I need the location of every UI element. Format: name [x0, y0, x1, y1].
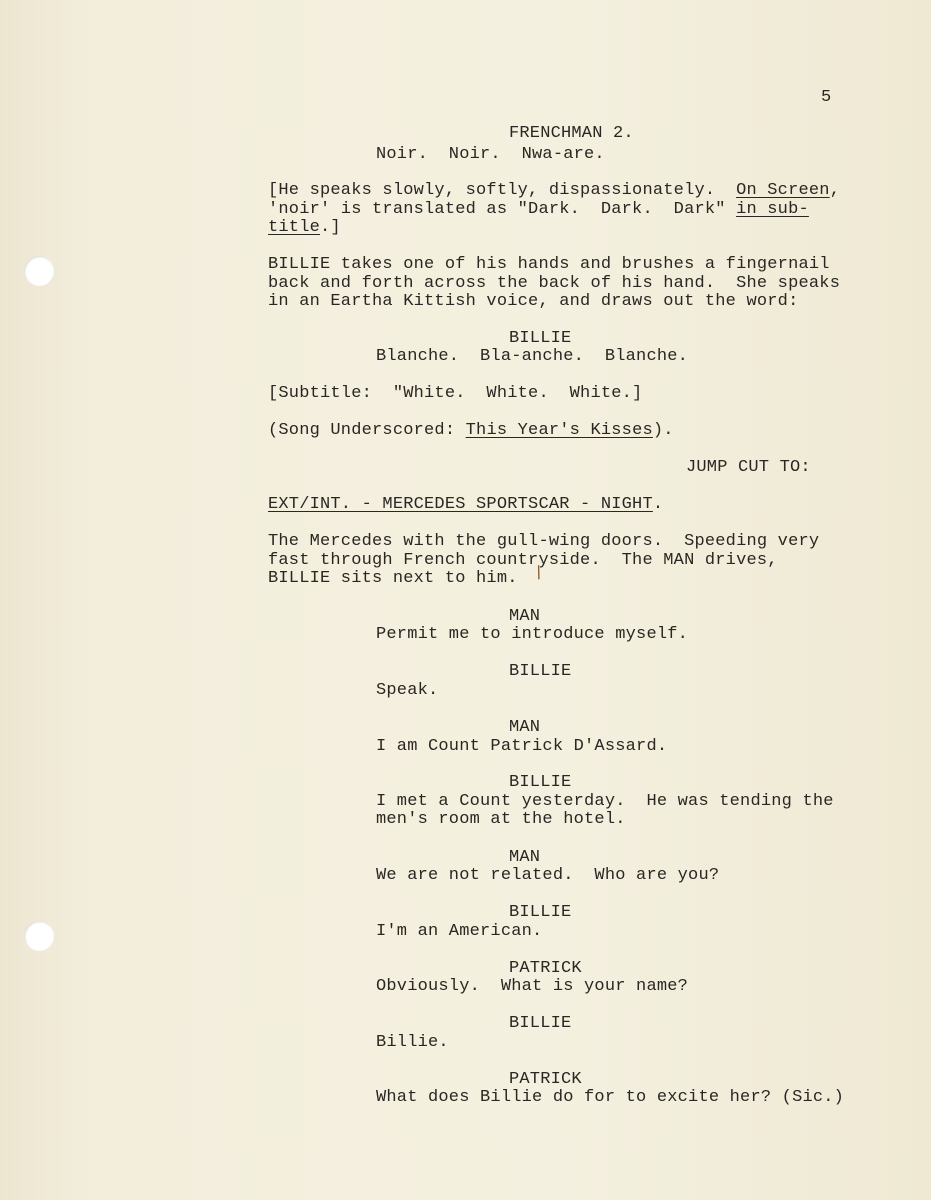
dialogue-line: Permit me to introduce myself.: [376, 625, 689, 644]
underlined-text: On Screen: [736, 181, 830, 200]
action-text: (Song Underscored:: [268, 421, 466, 440]
action-line: BILLIE takes one of his hands and brushes a fingernail: [268, 255, 830, 274]
song-title: This Year's Kisses: [465, 421, 653, 440]
page-number: 5: [821, 88, 832, 107]
action-line: [268, 421, 674, 440]
dialogue-line: I met a Count yesterday. He was tending the: [376, 792, 834, 811]
action-line: fast through French countryside. The MAN drives,: [268, 551, 778, 570]
dialogue-line: I'm an American.: [376, 922, 543, 941]
scene-heading-period: .: [652, 495, 664, 514]
transition: JUMP CUT TO:: [686, 458, 811, 477]
character-name: BILLIE: [509, 773, 572, 792]
dialogue-line: Billie.: [376, 1033, 449, 1052]
binder-hole-bottom: [24, 921, 54, 951]
dialogue-line: Blanche. Bla-anche. Blanche.: [376, 347, 689, 366]
underlined-text: title: [268, 218, 321, 237]
action-text: ).: [652, 421, 674, 440]
action-line: back and forth across the back of his hand. She speaks: [268, 274, 841, 293]
character-name: MAN: [509, 718, 541, 737]
dialogue-line: Noir. Noir. Nwa-are.: [376, 145, 605, 164]
dialogue-line: I am Count Patrick D'Assard.: [376, 737, 668, 756]
scene-heading: EXT/INT. - MERCEDES SPORTSCAR - NIGHT: [268, 495, 653, 514]
action-line: [268, 181, 840, 200]
action-text: .]: [320, 218, 341, 237]
scene-heading-line: [268, 495, 663, 514]
character-name: PATRICK: [509, 959, 582, 978]
character-name: BILLIE: [509, 329, 572, 348]
dialogue-line: men's room at the hotel.: [376, 810, 626, 829]
character-name: BILLIE: [509, 1014, 572, 1033]
action-line: [268, 200, 809, 219]
action-line: in an Eartha Kittish voice, and draws out the word:: [268, 292, 799, 311]
action-line: [Subtitle: "White. White. White.]: [268, 384, 643, 403]
dialogue-line: Speak.: [376, 681, 439, 700]
character-name: MAN: [509, 848, 541, 867]
character-name: MAN: [509, 607, 541, 626]
action-text: [He speaks slowly, softly, dispassionately.: [268, 181, 737, 200]
dialogue-line: Obviously. What is your name?: [376, 977, 689, 996]
action-text: ,: [829, 181, 841, 200]
character-name: PATRICK: [509, 1070, 582, 1089]
pen-mark: /: [530, 563, 550, 586]
underlined-text: in sub-: [736, 200, 809, 219]
character-name: BILLIE: [509, 903, 572, 922]
character-name: FRENCHMAN 2.: [509, 124, 634, 143]
character-name: BILLIE: [509, 662, 572, 681]
action-text: 'noir' is translated as "Dark. Dark. Dark": [268, 200, 737, 219]
dialogue-line: We are not related. Who are you?: [376, 866, 720, 885]
action-line: The Mercedes with the gull-wing doors. Speeding very: [268, 532, 820, 551]
dialogue-line: What does Billie do for to excite her? (Sic.): [376, 1088, 845, 1107]
action-line: BILLIE sits next to him.: [268, 569, 518, 588]
binder-hole-top: [24, 256, 54, 286]
action-line: [268, 218, 341, 237]
